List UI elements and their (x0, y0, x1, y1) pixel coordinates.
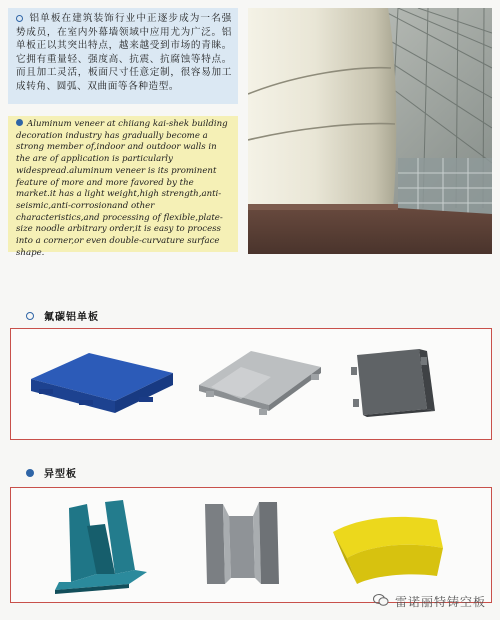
yellow-curved-panel (333, 517, 443, 584)
grey-aluminum-panel (351, 349, 435, 417)
ring-bullet-icon (26, 312, 34, 320)
intro-en-paragraph (16, 119, 232, 259)
section2-title: 异型板 (44, 469, 77, 480)
grey-profiled-panel (205, 502, 279, 584)
intro-en-text: Aluminum veneer at chiiang kai-shek building decoration industry has gradually become a strong member of,indoor and outdoor walls in the are of application is particularly widespread.aluminum veneer is its prominent feature of more and more favored by the market.it has a light weight,high strength,anti-seismic,anti-corrosionand other characteristics,and processing of flexible,plate-size noodle arbitrary order,it is easy to process into a corner,or even double-curvature surface shape. (16, 119, 228, 258)
watermark-text: 雷诺丽特铸空板 (394, 595, 486, 609)
intro-cn-text: 铝单板在建筑装饰行业中正逐步成为一名强势成员，在室内外幕墙领域中应用尤为广泛。铝单板正以其突出特点，越来越受到市场的青睐。它拥有重量轻、强度高、抗震、抗腐蚀等特点。而且加工灵活，板面尺寸任意定制，很容易加工成转角、圆弧、双曲面等各种造型。 (16, 13, 232, 92)
dot-bullet-icon (26, 469, 34, 477)
wechat-icon (373, 593, 389, 610)
building-column-photo (248, 8, 492, 254)
profiled-panels-graphic (11, 488, 491, 602)
section1-product-frame (10, 328, 492, 440)
section1-heading (26, 308, 99, 323)
silver-aluminum-panel (199, 351, 321, 415)
fluorocarbon-panels-graphic (11, 329, 491, 439)
section2-product-frame (10, 487, 492, 603)
dot-bullet-icon (16, 119, 23, 126)
intro-cn-paragraph (16, 12, 232, 94)
blue-aluminum-panel (31, 353, 173, 413)
column-photo-graphic (248, 8, 492, 254)
watermark (373, 593, 486, 610)
intro-en-box (8, 116, 238, 258)
intro-cn-box (8, 8, 238, 104)
ring-bullet-icon (16, 15, 23, 22)
section1-title: 氟碳铝单板 (44, 312, 99, 323)
section2-heading (26, 465, 77, 480)
teal-profiled-panel (55, 500, 147, 594)
